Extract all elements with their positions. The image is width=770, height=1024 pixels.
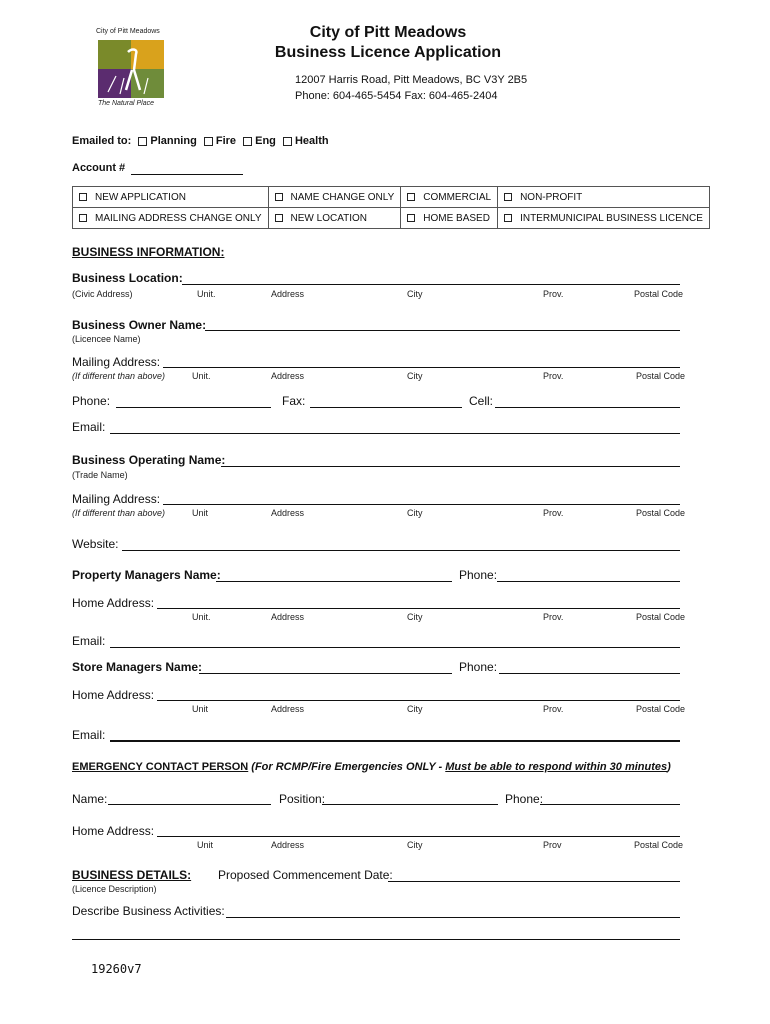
checkbox-icon (79, 193, 87, 201)
col-city: City (407, 289, 423, 299)
pm-phone-label: Phone: (459, 568, 498, 582)
emailed-to-label: Emailed to: (72, 135, 132, 147)
col-prov: Prov. (543, 289, 564, 299)
col-city: City (407, 704, 423, 714)
col-unit: Unit. (192, 371, 211, 381)
col-unit: Unit (192, 508, 209, 518)
col-city: City (407, 508, 423, 518)
fax-label: Fax: (282, 394, 306, 408)
application-type-table (72, 186, 710, 229)
col-postal: Postal Code (634, 840, 684, 850)
option-name-change[interactable] (268, 187, 401, 208)
email3-field[interactable] (110, 740, 680, 742)
emergency-note-underlined: Must be able to respond within 30 minutes (445, 761, 668, 773)
store-manager-field[interactable] (199, 673, 452, 674)
logo-bottom-text: The Natural Place (98, 100, 155, 107)
col-postal: Postal Code (636, 508, 686, 518)
mailing-address-field[interactable] (163, 367, 680, 368)
ec-phone-label: Phone: (505, 792, 544, 806)
email2-label: Email: (72, 634, 106, 648)
home-address-label: Home Address: (72, 596, 155, 610)
page-title: City of Pitt Meadows (309, 24, 467, 41)
checkbox-icon (504, 193, 512, 201)
account-field[interactable] (131, 174, 243, 175)
ec-phone-field[interactable] (540, 804, 680, 805)
label-text: Store Managers Name (72, 660, 199, 674)
checkbox-icon (504, 214, 512, 222)
ec-home-address-label: Home Address: (72, 824, 155, 838)
col-city: City (407, 612, 423, 622)
ec-name-label: Name: (72, 792, 108, 806)
col-postal: Postal Code (636, 704, 686, 714)
col-unit: Unit (197, 840, 214, 850)
option-label: COMMERCIAL (423, 191, 492, 203)
option-intermunicipal[interactable] (498, 208, 710, 229)
operating-name-label: Business Operating Name: (72, 453, 226, 467)
owner-name-field[interactable] (205, 330, 680, 331)
label-text: Business Operating Name (72, 453, 222, 467)
emergency-note-end: ) (667, 761, 671, 773)
table-row (73, 208, 710, 229)
checkbox-icon (407, 214, 415, 222)
home-address2-label: Home Address: (72, 688, 155, 702)
table-row (73, 187, 710, 208)
emergency-heading: EMERGENCY CONTACT PERSON (72, 761, 249, 773)
commencement-date-field[interactable] (388, 881, 680, 882)
option-new-location[interactable] (268, 208, 401, 229)
col-prov: Prov. (543, 508, 564, 518)
emergency-note: (For RCMP/Fire Emergencies ONLY - (251, 761, 446, 773)
col-prov: Prov (543, 840, 562, 850)
col-city: City (407, 371, 423, 381)
cell-label: Cell: (469, 394, 494, 408)
label-text: Business Location (72, 271, 179, 285)
page-subtitle: Business Licence Application (274, 44, 502, 61)
planning-label: Planning (150, 135, 197, 147)
col-unit: Unit (192, 704, 209, 714)
option-commercial[interactable] (401, 187, 498, 208)
cell-field[interactable] (495, 407, 680, 408)
ec-name-field[interactable] (108, 804, 271, 805)
checkbox-icon (407, 193, 415, 201)
health-checkbox[interactable] (283, 137, 292, 146)
option-new-application[interactable] (73, 187, 269, 208)
email-label: Email: (72, 420, 106, 434)
fire-checkbox[interactable] (204, 137, 213, 146)
email2-field[interactable] (110, 647, 680, 648)
describe-activities-field-2[interactable] (72, 939, 680, 940)
mailing-address-label: Mailing Address: (72, 355, 161, 369)
option-label: INTERMUNICIPAL BUSINESS LICENCE (520, 212, 703, 224)
ec-position-field[interactable] (322, 804, 498, 805)
emergency-heading-row (72, 761, 671, 773)
col-address: Address (271, 612, 305, 622)
property-manager-label: Property Managers Name: (72, 568, 221, 582)
home-address-field[interactable] (157, 608, 680, 609)
col-postal: Postal Code (634, 289, 684, 299)
col-unit: Unit. (192, 612, 211, 622)
option-label: NEW APPLICATION (95, 191, 186, 203)
trade-name-note: (Trade Name) (72, 470, 128, 480)
health-label: Health (294, 135, 329, 147)
col-address: Address (271, 508, 305, 518)
city-phone: Phone: 604-465-5454 Fax: 604-465-2404 (295, 90, 498, 102)
email3-label: Email: (72, 728, 106, 742)
option-home-based[interactable] (401, 208, 498, 229)
city-logo (96, 28, 168, 108)
business-location-label: Business Location: (72, 271, 183, 285)
operating-name-field[interactable] (221, 466, 680, 467)
label-text: Business Owner Name (72, 318, 203, 332)
property-manager-field[interactable] (216, 581, 452, 582)
form-code: 19260v7 (91, 962, 142, 976)
col-address: Address (271, 371, 305, 381)
option-mailing-change[interactable] (73, 208, 269, 229)
website-label: Website: (72, 537, 119, 551)
option-non-profit[interactable] (498, 187, 710, 208)
business-details-heading: BUSINESS DETAILS: (72, 868, 192, 882)
licencee-note: (Licencee Name) (72, 334, 141, 344)
pm-phone-field[interactable] (497, 581, 680, 582)
checkbox-icon (79, 214, 87, 222)
describe-activities-field[interactable] (226, 917, 680, 918)
checkbox-icon (275, 193, 283, 201)
emailed-to-row (72, 135, 329, 147)
option-label: HOME BASED (423, 212, 490, 224)
option-label: NEW LOCATION (290, 212, 368, 224)
account-label: Account # (72, 162, 126, 174)
phone-field[interactable] (116, 407, 271, 408)
fire-label: Fire (215, 135, 237, 147)
describe-activities-label: Describe Business Activities: (72, 904, 225, 918)
col-address: Address (271, 704, 305, 714)
label-text: Property Managers Name (72, 568, 217, 582)
col-postal: Postal Code (636, 612, 686, 622)
licence-description-note: (Licence Description) (72, 884, 157, 894)
col-city: City (407, 840, 423, 850)
col-address: Address (271, 840, 305, 850)
logo-mark-icon (98, 40, 164, 98)
col-prov: Prov. (543, 704, 564, 714)
col-postal: Postal Code (636, 371, 686, 381)
col-unit: Unit. (197, 289, 216, 299)
home-address2-field[interactable] (157, 700, 680, 701)
col-prov: Prov. (543, 612, 564, 622)
planning-checkbox[interactable] (138, 137, 147, 146)
col-address: Address (271, 289, 305, 299)
fax-field[interactable] (310, 407, 462, 408)
mailing-address2-field[interactable] (163, 504, 680, 505)
option-label: NON-PROFIT (520, 191, 583, 203)
mailing2-note: (If different than above) (72, 508, 166, 518)
website-field[interactable] (122, 550, 680, 551)
owner-name-label: Business Owner Name: (72, 318, 207, 332)
logo-top-text: City of Pitt Meadows (96, 28, 160, 35)
eng-checkbox[interactable] (243, 137, 252, 146)
ec-home-address-field[interactable] (157, 836, 680, 837)
store-manager-label: Store Managers Name: (72, 660, 203, 674)
mailing-note: (If different than above) (72, 371, 166, 381)
checkbox-icon (275, 214, 283, 222)
business-location-field[interactable] (182, 284, 680, 285)
commencement-date-label: Proposed Commencement Date: (218, 868, 393, 882)
mailing-address2-label: Mailing Address: (72, 492, 161, 506)
civic-address-note: (Civic Address) (72, 289, 133, 299)
sm-phone-field[interactable] (499, 673, 680, 674)
eng-label: Eng (255, 135, 276, 147)
sm-phone-label: Phone: (459, 660, 498, 674)
option-label: NAME CHANGE ONLY (290, 191, 395, 203)
phone-label: Phone: (72, 394, 111, 408)
col-prov: Prov. (543, 371, 564, 381)
ec-position-label: Position: (279, 792, 326, 806)
email-field[interactable] (110, 433, 680, 434)
option-label: MAILING ADDRESS CHANGE ONLY (95, 212, 262, 224)
business-info-heading: BUSINESS INFORMATION: (72, 245, 225, 259)
city-address: 12007 Harris Road, Pitt Meadows, BC V3Y 2B5 (295, 74, 528, 86)
